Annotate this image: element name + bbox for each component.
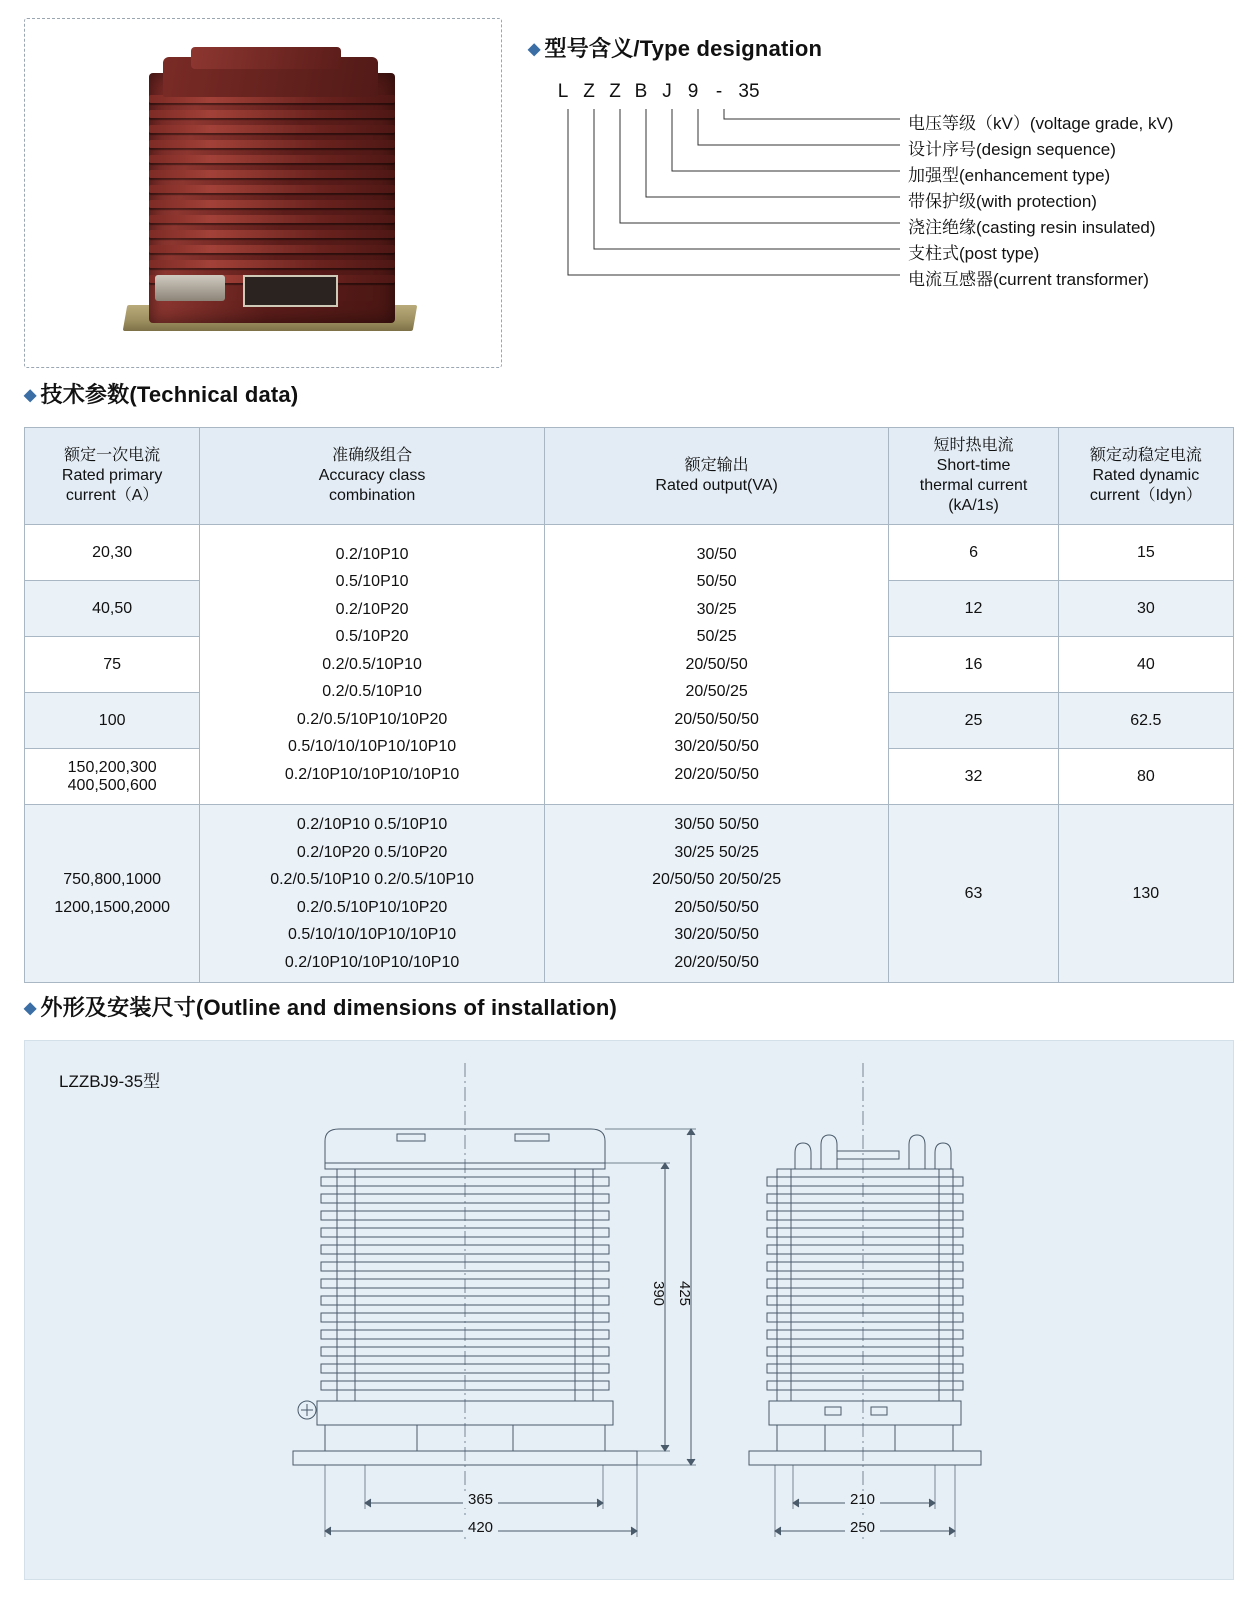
technical-heading-en: (Technical data) bbox=[129, 382, 299, 407]
dim-side-width-outer: 250 bbox=[845, 1519, 880, 1536]
cell-thermal-4: 25 bbox=[889, 693, 1058, 749]
col-dynamic-current: 额定动稳定电流 Rated dynamic current（Idyn） bbox=[1058, 428, 1233, 525]
cell-dynamic-6: 130 bbox=[1058, 805, 1233, 983]
diamond-bullet-icon: ◆ bbox=[528, 41, 541, 58]
top-section bbox=[0, 0, 1258, 368]
nameplate bbox=[243, 275, 338, 307]
terminal-block bbox=[155, 275, 225, 301]
type-code-char-6: - bbox=[715, 81, 723, 102]
dim-side-width-inner: 210 bbox=[845, 1491, 880, 1508]
cell-dynamic-1: 15 bbox=[1058, 525, 1233, 581]
cell-primary-current-3: 75 bbox=[25, 637, 200, 693]
cell-primary-current-5: 150,200,300 400,500,600 bbox=[25, 749, 200, 805]
dim-front-width-inner: 365 bbox=[463, 1491, 498, 1508]
diamond-bullet-icon-2: ◆ bbox=[24, 387, 37, 404]
col-rated-output: 额定输出 Rated output(VA) bbox=[544, 428, 889, 525]
cell-primary-current-6: 750,800,1000 1200,1500,2000 bbox=[25, 805, 200, 983]
technical-data-heading bbox=[24, 378, 1234, 409]
table-row bbox=[25, 805, 1234, 983]
technical-data-table bbox=[24, 427, 1234, 983]
cell-thermal-3: 16 bbox=[889, 637, 1058, 693]
outline-heading bbox=[24, 991, 1234, 1022]
cell-primary-current-2: 40,50 bbox=[25, 581, 200, 637]
type-code-char-2: Z bbox=[609, 81, 621, 102]
outline-heading-cn: 外形及安装尺寸 bbox=[40, 995, 196, 1021]
legend-leader-lines bbox=[528, 109, 908, 359]
cell-thermal-5: 32 bbox=[889, 749, 1058, 805]
table-header-row bbox=[25, 428, 1234, 525]
model-label: LZZBJ9-35型 bbox=[59, 1072, 161, 1092]
table-row bbox=[25, 525, 1234, 581]
type-designation-legend bbox=[528, 109, 1234, 359]
current-transformer-illustration bbox=[103, 43, 423, 343]
product-photo bbox=[25, 19, 501, 367]
dim-front-width-outer: 420 bbox=[463, 1519, 498, 1536]
legend-item-voltage-grade: 电压等级（kV）(voltage grade, kV) bbox=[908, 114, 1174, 133]
cell-thermal-2: 12 bbox=[889, 581, 1058, 637]
type-code-char-0: L bbox=[557, 81, 569, 102]
type-designation-heading-cn: 型号含义 bbox=[544, 36, 634, 61]
cell-primary-current-1: 20,30 bbox=[25, 525, 200, 581]
cell-output-group-1: 30/50 50/50 30/25 50/25 20/50/50 20/50/25 20/50/50/50 30/20/50/50 20/20/50/50 bbox=[544, 525, 889, 805]
type-designation-heading-en: Type designation bbox=[639, 36, 823, 61]
cell-thermal-6: 63 bbox=[889, 805, 1058, 983]
type-code-char-5: 9 bbox=[687, 81, 699, 102]
dim-height-inner: 390 bbox=[650, 1281, 667, 1307]
dim-height-outer: 425 bbox=[676, 1281, 693, 1307]
type-code-char-4: J bbox=[662, 81, 672, 102]
top-cap bbox=[163, 57, 378, 97]
legend-item-casting-resin: 浇注绝缘(casting resin insulated) bbox=[908, 218, 1156, 237]
cell-accuracy-group-1: 0.2/10P10 0.5/10P10 0.2/10P20 0.5/10P20 0.2/0.5/10P10 0.2/0.5/10P10 0.2/0.5/10P10/10P20 0.5/10/10/10P10/10P10 0.2/10P10/10P10/10P10 bbox=[200, 525, 545, 805]
col-accuracy-class: 准确级组合 Accuracy class combination bbox=[200, 428, 545, 525]
col-rated-primary-current: 额定一次电流 Rated primary current（A） bbox=[25, 428, 200, 525]
type-code-char-1: Z bbox=[583, 81, 595, 102]
cell-dynamic-5: 80 bbox=[1058, 749, 1233, 805]
cell-accuracy-group-2: 0.2/10P10 0.5/10P10 0.2/10P20 0.5/10P20 0.2/0.5/10P10 0.2/0.5/10P10 0.2/0.5/10P10/10P20 0.5/10/10/10P10/10P10 0.2/10P10/10P10/10P10 bbox=[200, 805, 545, 983]
type-code-char-3: B bbox=[634, 81, 648, 102]
type-code-char-7: 35 bbox=[738, 81, 760, 102]
col-thermal-current: 短时热电流 Short-time thermal current (kA/1s) bbox=[889, 428, 1058, 525]
cell-dynamic-4: 62.5 bbox=[1058, 693, 1233, 749]
front-view bbox=[293, 1063, 696, 1539]
diamond-bullet-icon-3: ◆ bbox=[24, 1000, 37, 1018]
dimension-drawings bbox=[25, 1041, 1235, 1581]
outline-heading-en: (Outline and dimensions of installation) bbox=[195, 995, 618, 1021]
legend-item-enhancement-type: 加强型(enhancement type) bbox=[908, 166, 1111, 185]
dimension-drawing-panel bbox=[24, 1040, 1234, 1580]
type-code bbox=[550, 81, 1234, 103]
technical-heading-cn: 技术参数 bbox=[40, 382, 130, 407]
legend-item-current-transformer: 电流互感器(current transformer) bbox=[908, 270, 1149, 289]
type-designation-section bbox=[502, 18, 1234, 368]
cell-dynamic-3: 40 bbox=[1058, 637, 1233, 693]
cell-output-group-2: 30/50 50/50 30/25 50/25 20/50/50 20/50/25 20/50/50/50 30/20/50/50 20/20/50/50 bbox=[544, 805, 889, 983]
legend-item-with-protection: 带保护级(with protection) bbox=[908, 192, 1097, 211]
side-view bbox=[749, 1063, 981, 1539]
legend-item-design-sequence: 设计序号(design sequence) bbox=[908, 140, 1116, 159]
technical-data-section bbox=[0, 368, 1258, 983]
cell-primary-current-4: 100 bbox=[25, 693, 200, 749]
type-designation-heading: ◆ 型号含义/Type designation bbox=[528, 36, 823, 61]
outline-dimensions-section bbox=[0, 983, 1258, 1580]
cell-thermal-1: 6 bbox=[889, 525, 1058, 581]
legend-item-post-type: 支柱式(post type) bbox=[908, 244, 1040, 263]
product-photo-box bbox=[24, 18, 502, 368]
cell-dynamic-2: 30 bbox=[1058, 581, 1233, 637]
